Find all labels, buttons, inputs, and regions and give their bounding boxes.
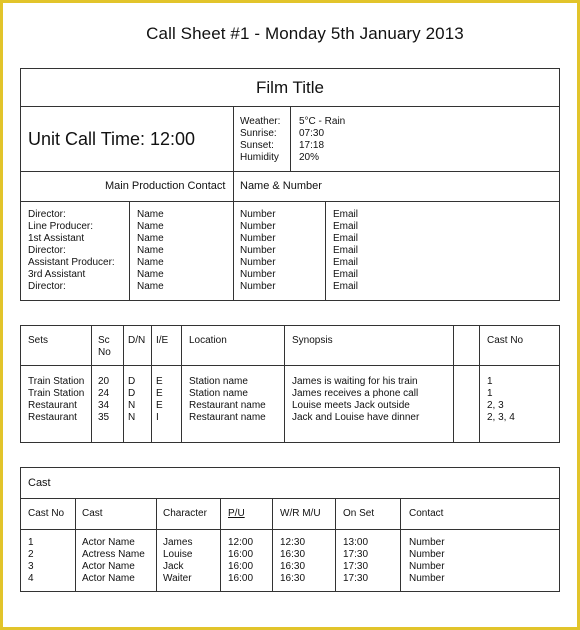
cast-wardrobe-time: 12:30 [280,537,306,548]
cast-character: Waiter [163,573,192,584]
contact-names [137,209,164,293]
header-pickup: P/U [228,508,245,519]
scene-sets [28,376,84,424]
contact-name: Name [137,221,164,232]
contact-email: Email [333,245,359,256]
scene-dn: N [128,400,136,411]
cast-contact: Number [409,561,445,572]
scene-set: Train Station [28,388,85,399]
header-synopsis: Synopsis [292,335,333,346]
scene-dn: D [128,376,136,387]
contact-name: Name [137,209,164,220]
conditions-labels [240,116,280,164]
divider [335,498,336,592]
conditions-values [299,116,345,164]
scene-cast-no: 1 [487,388,493,399]
scene-locations [189,376,266,424]
cast-contact: Number [409,549,445,560]
scene-synopsis: Louise meets Jack outside [292,400,410,411]
scene-ie: E [156,388,163,399]
header-on-set: On Set [343,508,375,519]
header-cast-no: Cast No [28,508,65,519]
cast-number: 3 [28,561,34,572]
cast-wardrobe-times [280,537,305,585]
cast-name: Actor Name [82,573,135,584]
scene-set: Restaurant [28,400,77,411]
contact-role: Director: [28,281,66,292]
cast-on-set-time: 17:30 [343,573,369,584]
cast-character: Louise [163,549,193,560]
contact-number: Number [240,257,276,268]
scene-location: Station name [189,388,248,399]
contact-email: Email [333,221,359,232]
condition-label: Sunrise: [240,128,277,139]
cast-heading: Cast [28,477,51,489]
film-title: Film Title [256,78,324,97]
header-sc: Sc [98,335,110,346]
main-production-contact-heading: Main Production Contact [105,180,226,192]
scene-location: Station name [189,376,248,387]
cast-character: Jack [163,561,184,572]
cast-on-set-time: 13:00 [343,537,369,548]
scene-ie: E [156,376,163,387]
header-no: No [98,347,111,358]
divider [151,325,152,443]
scene-set: Restaurant [28,412,77,423]
contact-name: Name [137,257,164,268]
contact-number: Number [240,221,276,232]
scene-ie: E [156,400,163,411]
cast-name: Actress Name [82,549,145,560]
divider [325,201,326,301]
condition-value: 07:30 [299,128,325,139]
scene-synopsis: James is waiting for his train [292,376,418,387]
scene-cast-numbers [487,376,515,424]
scene-ie: I [156,412,159,423]
cast-name: Actor Name [82,537,135,548]
cast-pickup-times [228,537,253,585]
cast-name: Actor Name [82,561,135,572]
call-sheet-title: Call Sheet #1 - Monday 5th January 2013 [146,24,464,43]
contact-roles [28,209,115,293]
contact-role: 3rd Assistant [28,269,86,280]
cast-number: 2 [28,549,34,560]
contact-name: Name [137,245,164,256]
contact-role: 1st Assistant [28,233,85,244]
scene-dn: N [128,412,136,423]
scene-dn-values [128,376,135,424]
divider [400,498,401,592]
condition-label: Sunset: [240,140,274,151]
divider [75,498,76,592]
contact-role: Assistant Producer: [28,257,115,268]
scene-numbers [98,376,109,424]
divider [129,201,130,301]
contact-numbers [240,209,276,293]
scene-number: 20 [98,376,110,387]
scene-location: Restaurant name [189,400,266,411]
cast-number: 1 [28,537,34,548]
cast-pickup-time: 16:00 [228,573,254,584]
cast-characters [163,537,192,585]
contact-name: Name [137,233,164,244]
scene-cast-no: 1 [487,376,493,387]
divider [181,325,182,443]
divider [284,325,285,443]
divider [233,106,234,301]
header-character: Character [163,508,207,519]
header-contact: Contact [409,508,444,519]
cast-on-set-time: 17:30 [343,549,369,560]
header-wardrobe-makeup: W/R M/U [280,508,321,519]
cast-on-set-times [343,537,368,585]
contact-email: Email [333,233,359,244]
header-dn: D/N [128,335,146,346]
divider [123,325,124,443]
contact-role: Line Producer: [28,221,94,232]
contact-email: Email [333,269,359,280]
condition-value: 20% [299,152,320,163]
contact-number: Number [240,233,276,244]
divider [20,365,560,366]
name-number-heading: Name & Number [240,180,322,192]
cast-pickup-time: 16:00 [228,561,254,572]
header-cast: Cast [82,508,103,519]
condition-value: 17:18 [299,140,325,151]
contact-number: Number [240,245,276,256]
header-sets: Sets [28,335,49,346]
cast-character: James [163,537,193,548]
cast-contact: Number [409,537,445,548]
divider [156,498,157,592]
scene-set: Train Station [28,376,85,387]
scene-cast-no: 2, 3 [487,400,504,411]
header-location: Location [189,335,227,346]
scene-synopsis: James receives a phone call [292,388,419,399]
scene-ie-values [156,376,163,424]
contact-emails [333,209,358,293]
cast-pickup-time: 16:00 [228,549,254,560]
cast-wardrobe-time: 16:30 [280,573,306,584]
header-ie: I/E [156,335,169,346]
condition-value: 5°C - Rain [299,116,346,127]
cast-names [82,537,145,585]
scene-dn: D [128,388,136,399]
cast-wardrobe-time: 16:30 [280,549,306,560]
cast-contacts [409,537,445,585]
divider [91,325,92,443]
condition-label: Humidity [240,152,279,163]
contact-role: Director: [28,245,66,256]
scene-number: 24 [98,388,110,399]
scene-synopsis: Jack and Louise have dinner [292,412,420,423]
cast-wardrobe-time: 16:30 [280,561,306,572]
contact-name: Name [137,269,164,280]
contact-number: Number [240,209,276,220]
header-cast-no: Cast No [487,335,524,346]
cast-on-set-time: 17:30 [343,561,369,572]
contact-email: Email [333,209,359,220]
cast-numbers [28,537,34,585]
contact-name: Name [137,281,164,292]
cast-pickup-time: 12:00 [228,537,254,548]
divider [453,325,454,443]
divider [20,171,560,172]
cast-contact: Number [409,573,445,584]
divider [290,106,291,171]
divider [20,498,560,499]
divider [272,498,273,592]
scene-location: Restaurant name [189,412,266,423]
contact-number: Number [240,281,276,292]
scene-number: 35 [98,412,110,423]
contact-number: Number [240,269,276,280]
scene-cast-no: 2, 3, 4 [487,412,515,423]
scene-synopses [292,376,419,424]
scene-number: 34 [98,400,110,411]
divider [20,529,560,530]
contact-email: Email [333,281,359,292]
unit-call-time: Unit Call Time: 12:00 [28,129,196,149]
condition-label: Weather: [240,116,281,127]
contact-role: Director: [28,209,66,220]
contact-email: Email [333,257,359,268]
divider [20,201,560,202]
divider [479,325,480,443]
cast-number: 4 [28,573,34,584]
divider [220,498,221,592]
